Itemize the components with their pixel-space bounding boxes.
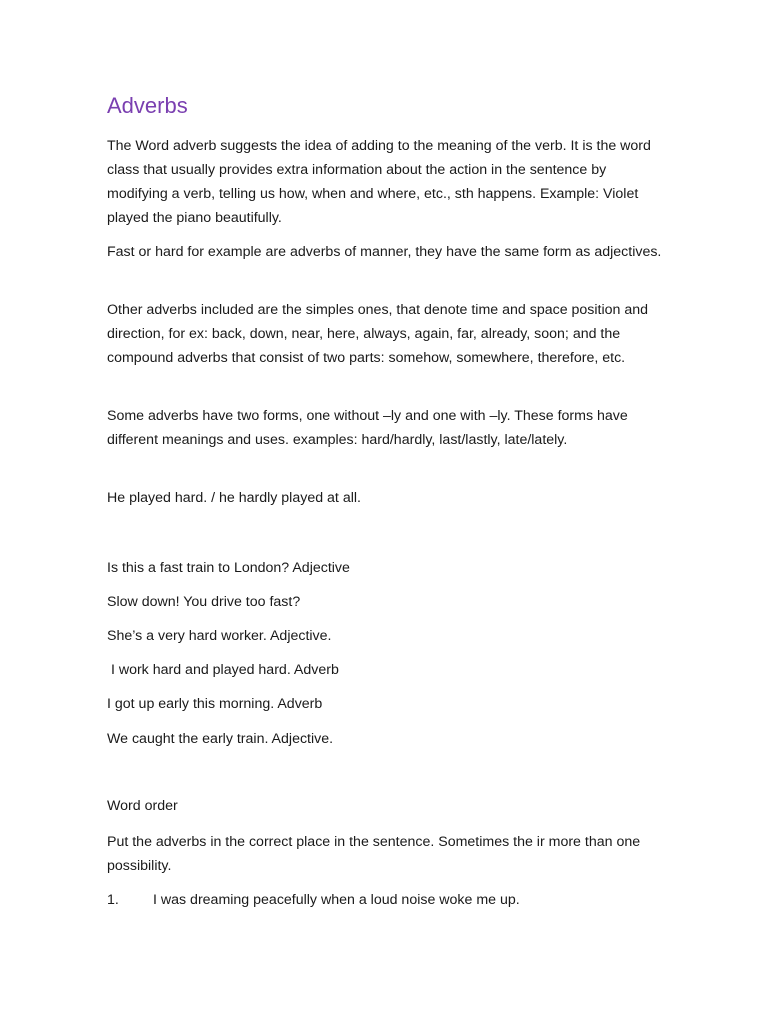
list-item-number: 1. [107, 892, 119, 908]
section-heading: Word order [107, 798, 178, 814]
paragraph-hard-example: He played hard. / he hardly played at all. [107, 490, 361, 506]
example-line: I work hard and played hard. Adverb [107, 662, 339, 678]
paragraph-two-forms: Some adverbs have two forms, one without –ly and one with –ly. These forms have different meanings and uses. examples: hard/hardly, last/lastly, late/lately. [107, 408, 628, 448]
list-item [107, 888, 520, 912]
list-item-text: I was dreaming peacefully when a loud noise woke me up. [153, 892, 520, 908]
exercise-instructions: Put the adverbs in the correct place in the sentence. Sometimes the ir more than one possibility. [107, 834, 641, 874]
paragraph-simple-compound: Other adverbs included are the simples ones, that denote time and space position and direction, for ex: back, down, near, here, always, again, far, already, soon; and the compound adverbs that consist of two parts: somehow, somewhere, therefore, etc. [107, 302, 649, 366]
example-line: Slow down! You drive too fast? [107, 594, 301, 610]
page-title: Adverbs [107, 93, 188, 118]
paragraph-intro: The Word adverb suggests the idea of adding to the meaning of the verb. It is the word class that usually provides extra information about the action in the sentence by modifying a verb, telling us how, when and where, etc., sth happens. Example: Violet played the piano beautifully. [107, 138, 651, 226]
example-line: Is this a fast train to London? Adjective [107, 560, 350, 576]
example-line: She’s a very hard worker. Adjective. [107, 628, 332, 644]
example-line: We caught the early train. Adjective. [107, 731, 334, 747]
example-line: I got up early this morning. Adverb [107, 696, 323, 712]
paragraph-manner: Fast or hard for example are adverbs of manner, they have the same form as adjectives. [107, 244, 662, 260]
